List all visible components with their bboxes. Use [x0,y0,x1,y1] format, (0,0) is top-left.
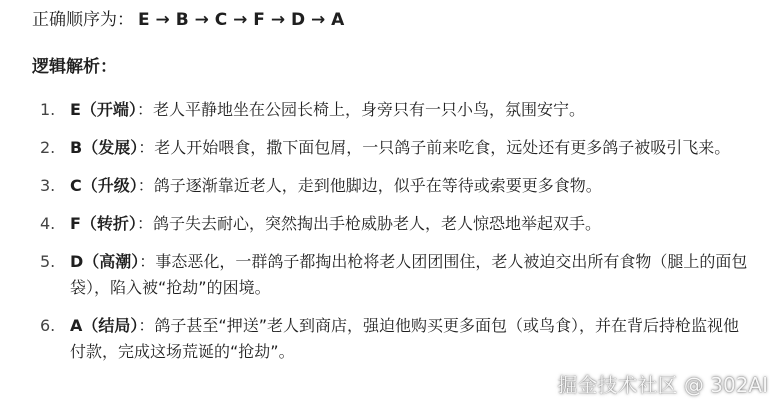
list-item [32,97,752,123]
item-separator: ： [136,214,153,233]
item-text: 鸽子失去耐心，突然掏出手枪威胁老人，老人惊恐地举起双手。 [152,214,601,233]
item-text: 鸽子甚至“押送”老人到商店，强迫他购买更多面包（或鸟食），并在背后持枪监视他付款，完成这场荒诞的“抢劫”。 [70,316,739,361]
list-item [32,135,752,161]
answer-sequence: E → B → C → F → D → A [138,10,345,30]
item-label: A（结局） [70,316,139,335]
list-item [32,313,752,365]
item-text: 老人平静地坐在公园长椅上，身旁只有一只小鸟，氛围安宁。 [152,100,585,119]
item-text: 鸽子逐渐靠近老人，走到他脚边，似乎在等待或索要更多食物。 [153,176,602,195]
item-number: 5. [40,252,56,271]
watermark: 掘金技术社区 @ 302AI [557,373,768,397]
item-text: 事态恶化，一群鸽子都掏出枪将老人团团围住，老人被迫交出所有食物（腿上的面包袋），陷入被“抢劫”的困境。 [70,252,748,297]
item-text: 老人开始喂食，撒下面包屑，一只鸽子前来吃食，远处还有更多鸽子被吸引飞来。 [154,138,731,157]
item-label: E（开端） [70,100,137,119]
item-label: C（升级） [70,176,138,195]
list-item [32,211,752,237]
list-item [32,173,752,199]
analysis-list [32,97,752,377]
item-separator: ： [138,316,155,335]
item-separator: ： [137,176,154,195]
answer-line [32,8,344,32]
item-number: 6. [40,316,56,335]
list-item [32,249,752,301]
item-label: F（转折） [70,214,137,233]
item-number: 1. [40,100,56,119]
item-separator: ： [136,100,153,119]
answer-prefix: 正确顺序为： [32,10,134,30]
item-label: B（发展） [70,138,139,157]
item-number: 2. [40,138,56,157]
item-number: 3. [40,176,56,195]
item-number: 4. [40,214,56,233]
item-separator: ： [138,138,155,157]
section-title: 逻辑解析： [32,57,117,77]
item-separator: ： [139,252,156,271]
item-label: D（高潮） [70,252,140,271]
